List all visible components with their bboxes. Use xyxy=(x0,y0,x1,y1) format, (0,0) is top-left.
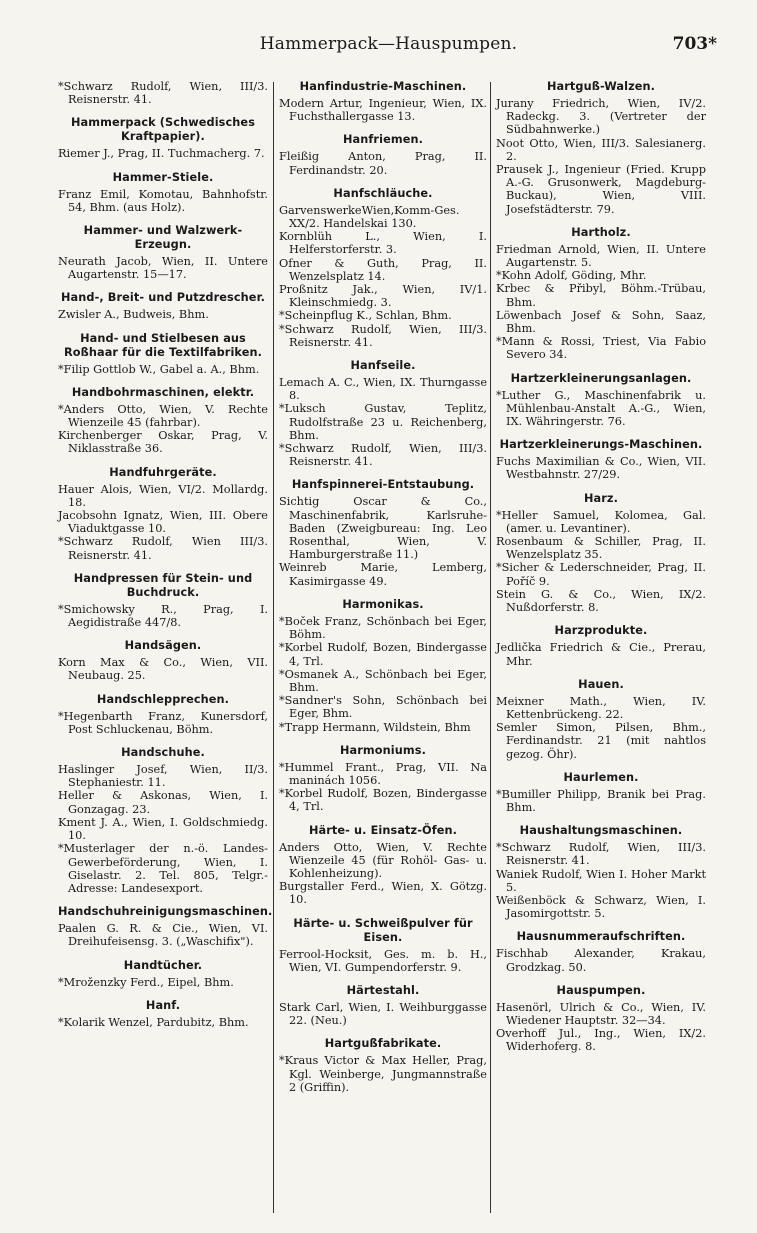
directory-section xyxy=(58,905,273,949)
directory-section xyxy=(496,80,706,216)
directory-section xyxy=(58,291,268,321)
directory-entry: *Luther G., Maschinenfabrik u. Mühlenbau-Anstalt A.-G., Wien, IX. Währingerstr. 76. xyxy=(496,388,706,429)
directory-section xyxy=(496,771,706,814)
directory-entry: *Heller Samuel, Kolomea, Gal. (amer. u. Levantiner). xyxy=(496,508,706,535)
directory-entry: Fuchs Maximilian & Co., Wien, VII. Westbahnstr. 27/29. xyxy=(496,455,706,482)
directory-entry: *Schwarz Rudolf, Wien III/3. Reisnerstr. 41. xyxy=(58,535,268,562)
directory-section xyxy=(279,187,487,349)
directory-entry: Modern Artur, Ingenieur, Wien, IX. Fuchsthallergasse 13. xyxy=(279,97,487,124)
section-heading: Hand- und Stielbesen aus Roßhaar für die Textilfabriken. xyxy=(63,331,263,359)
section-heading: Hand-, Breit- und Putzdrescher. xyxy=(60,291,266,305)
directory-entry: *Smichowsky R., Prag, I. Aegidistraße 447/8. xyxy=(58,602,268,630)
directory-entry: Riemer J., Prag, II. Tuchmacherg. 7. xyxy=(58,147,265,161)
directory-entry: Burgstaller Ferd., Wien, X. Götzg. 10. xyxy=(279,880,487,907)
column-3 xyxy=(496,80,706,1213)
section-heading: Hausnummeraufschriften. xyxy=(516,930,686,944)
directory-entry: *Schwarz Rudolf, Wien, III/3. Reisnerstr. 41. xyxy=(58,80,268,107)
directory-entry: Heller & Askonas, Wien, I. Gonzagag. 23. xyxy=(58,789,268,816)
section-heading: Handpressen für Stein- und Buchdruck. xyxy=(73,571,253,599)
directory-section xyxy=(279,133,487,176)
section-heading: Handfuhrgeräte. xyxy=(109,465,217,479)
directory-entry: Löwenbach Josef & Sohn, Saaz, Bhm. xyxy=(496,308,706,336)
directory-entry: *Sicher & Lederschneider, Prag, II. Poříč 9. xyxy=(496,561,706,588)
directory-section xyxy=(279,1037,487,1094)
directory-entry: Haslinger Josef, Wien, II/3. Stephaniestr. 11. xyxy=(58,763,268,790)
column-1 xyxy=(58,80,273,1213)
directory-section xyxy=(496,438,706,481)
directory-section xyxy=(58,171,268,214)
directory-entry: *Mann & Rossi, Triest, Via Fabio Severo 34. xyxy=(496,335,706,362)
section-heading: Handschuhreinigungsmaschinen. xyxy=(58,905,273,919)
directory-entry: Zwisler A., Budweis, Bhm. xyxy=(58,308,209,322)
section-heading: Hanfspinnerei-Entstaubung. xyxy=(291,478,475,492)
section-heading: Hauspumpen. xyxy=(556,983,646,997)
directory-entry: Kirchenberger Oskar, Prag, V. Niklasstraße 36. xyxy=(58,429,268,456)
directory-entry: Friedman Arnold, Wien, II. Untere Augartenstr. 5. xyxy=(496,242,706,270)
directory-entry: Hauer Alois, Wien, VI/2. Mollardg. 18. xyxy=(58,482,268,509)
directory-entry: Sichtig Oscar & Co., Maschinenfabrik, Karlsruhe-Baden (Zweigbureau: Ing. Leo Rosenthal, Wien, V. Hamburgerstraße 11.) xyxy=(279,495,487,562)
section-heading: Hartholz. xyxy=(571,225,631,239)
page-title: Hammerpack—Hauspumpen. xyxy=(259,34,518,54)
directory-entry: Franz Emil, Komotau, Bahnhofstr. 54, Bhm. (aus Holz). xyxy=(58,187,268,214)
directory-section xyxy=(58,959,268,989)
directory-entry: *Hummel Frant., Prag, VII. Na maninách 1056. xyxy=(279,760,487,787)
directory-section xyxy=(279,917,487,974)
column-divider xyxy=(490,82,491,1213)
directory-entry: Fischhab Alexander, Krakau, Grodzkag. 50. xyxy=(496,947,706,974)
section-heading: Hanf. xyxy=(145,998,181,1012)
directory-entry: Waniek Rudolf, Wien I. Hoher Markt 5. xyxy=(496,867,706,894)
page-header xyxy=(60,30,717,56)
directory-section xyxy=(58,224,268,281)
section-heading: Handsägen. xyxy=(124,639,202,653)
directory-entry: Semler Simon, Pilsen, Bhm., Ferdinandstr. 21 (mit nahtlos gezog. Öhr). xyxy=(496,721,706,761)
directory-entry: Lemach A. C., Wien, IX. Thurngasse 8. xyxy=(279,376,487,403)
section-heading: Härtestahl. xyxy=(346,983,420,997)
directory-entry: *Boček Franz, Schönbach bei Eger, Böhm. xyxy=(279,614,487,642)
directory-entry: Prausek J., Ingenieur (Fried. Krupp A.-G. Grusonwerk, Magdeburg-Buckau), Wien, VIII. Josefstädterstr. 79. xyxy=(496,163,706,216)
directory-section xyxy=(58,386,268,456)
section-heading: Hammer-Stiele. xyxy=(112,170,214,184)
page-number: 703* xyxy=(672,34,717,54)
section-heading: Hartguß-Walzen. xyxy=(546,80,656,93)
directory-entry: Stark Carl, Wien, I. Weihburggasse 22. (Neu.) xyxy=(279,1000,487,1028)
directory-entry: *Filip Gottlob W., Gabel a. A., Bhm. xyxy=(58,362,260,376)
section-heading: Hartgußfabrikate. xyxy=(324,1037,442,1051)
directory-entry: *Mroženzky Ferd., Eipel, Bhm. xyxy=(58,975,234,989)
section-heading: Harmoniums. xyxy=(339,743,427,757)
directory-entry: *Trapp Hermann, Wildstein, Bhm xyxy=(279,720,471,734)
directory-section xyxy=(279,598,487,734)
section-heading: Hammer- und Walzwerk-Erzeugn. xyxy=(83,224,243,252)
directory-entry: Jurany Friedrich, Wien, IV/2. Radeckg. 3. (Vertreter der Südbahnwerke.) xyxy=(496,97,706,137)
directory-entry: Meixner Math., Wien, IV. Kettenbrückeng. 22. xyxy=(496,694,706,721)
directory-entry: Ofner & Guth, Prag, II. Wenzelsplatz 14. xyxy=(279,256,487,283)
directory-section xyxy=(496,492,706,615)
section-heading: Härte- u. Schweißpulver für Eisen. xyxy=(293,916,473,944)
directory-entry: Ferrool-Hocksit, Ges. m. b. H., Wien, VI. Gumpendorferstr. 9. xyxy=(279,947,487,974)
section-heading: Härte- u. Einsatz-Öfen. xyxy=(308,823,458,837)
directory-section xyxy=(279,478,487,587)
directory-entry: *Kraus Victor & Max Heller, Prag, Kgl. Weinberge, Jungmannstraße 2 (Griffin). xyxy=(279,1054,487,1094)
directory-section xyxy=(279,359,487,468)
directory-entry: Noot Otto, Wien, III/3. Salesianerg. 2. xyxy=(496,136,706,163)
directory-entry: Jacobsohn Ignatz, Wien, III. Obere Viaduktgasse 10. xyxy=(58,509,268,536)
section-heading: Hauen. xyxy=(578,677,624,691)
section-heading: Hanfschläuche. xyxy=(333,186,433,200)
directory-entry: Paalen G. R. & Cie., Wien, VI. Dreihufeisensg. 3. („Waschifix"). xyxy=(58,922,268,949)
section-heading: Haushaltungsmaschinen. xyxy=(519,824,683,838)
directory-entry: GarvenswerkeWien,Komm-Ges. XX/2. Handelskai 130. xyxy=(279,203,460,231)
directory-entry: Overhoff Jul., Ing., Wien, IX/2. Widerhoferg. 8. xyxy=(496,1027,706,1054)
directory-entry: *Korbel Rudolf, Bozen, Bindergasse 4, Trl. xyxy=(279,641,487,668)
directory-entry: Weinreb Marie, Lemberg, Kasimirgasse 49. xyxy=(279,561,487,588)
directory-entry: *Kohn Adolf, Göding, Mhr. xyxy=(496,269,647,283)
section-heading: Hanfindustrie-Maschinen. xyxy=(299,80,467,93)
column-2 xyxy=(279,80,487,1213)
directory-section xyxy=(58,693,268,736)
section-heading: Handschuhe. xyxy=(121,746,205,760)
directory-entry: Kornblüh L., Wien, I. Helferstorferstr. 3. xyxy=(279,230,487,257)
directory-section xyxy=(58,332,268,376)
directory-section xyxy=(58,466,268,562)
directory-entry: *Korbel Rudolf, Bozen, Bindergasse 4, Trl. xyxy=(279,787,487,814)
section-heading: Hanfriemen. xyxy=(342,133,423,147)
directory-section xyxy=(279,80,487,123)
directory-section xyxy=(496,984,706,1054)
directory-entry: Rosenbaum & Schiller, Prag, II. Wenzelsplatz 35. xyxy=(496,535,706,562)
directory-entry: Jedlička Friedrich & Cie., Prerau, Mhr. xyxy=(496,641,706,668)
directory-section xyxy=(496,226,706,362)
section-heading: Harz. xyxy=(583,491,618,505)
directory-entry: Kment J. A., Wien, I. Goldschmiedg. 10. xyxy=(58,815,268,843)
directory-entry: *Kolarik Wenzel, Pardubitz, Bhm. xyxy=(58,1015,249,1029)
directory-section xyxy=(496,824,706,920)
directory-entry: Anders Otto, Wien, V. Rechte Wienzeile 45 (für Rohöl- Gas- u. Kohlenheizung). xyxy=(279,840,487,880)
section-heading: Haurlemen. xyxy=(563,770,639,784)
directory-entry: Krbec & Přibyl, Böhm.-Trübau, Bhm. xyxy=(496,282,706,309)
directory-section xyxy=(496,930,706,973)
section-heading: Hartzerkleinerungs-Maschinen. xyxy=(499,438,703,452)
section-heading: Harmonikas. xyxy=(342,597,424,611)
directory-entry: Stein G. & Co., Wien, IX/2. Nußdorferstr. 8. xyxy=(496,587,706,615)
directory-section xyxy=(496,372,706,429)
directory-section xyxy=(496,624,706,667)
directory-entry: *Anders Otto, Wien, V. Rechte Wienzeile 45 (fahrbar). xyxy=(58,402,268,430)
directory-entry: *Schwarz Rudolf, Wien, III/3. Reisnerstr. 41. xyxy=(279,442,487,469)
section-heading: Handtücher. xyxy=(123,958,203,972)
directory-entry: *Bumiller Philipp, Branik bei Prag. Bhm. xyxy=(496,787,706,814)
directory-entry: *Luksch Gustav, Teplitz, Rudolfstraße 23 u. Reichenberg, Bhm. xyxy=(279,402,487,442)
directory-entry: *Sandner's Sohn, Schönbach bei Eger, Bhm. xyxy=(279,694,487,721)
section-heading: Harzprodukte. xyxy=(554,624,648,638)
section-heading: Handschlepprechen. xyxy=(96,692,230,706)
directory-section xyxy=(58,116,268,160)
directory-entry: Weißenböck & Schwarz, Wien, I. Jasomirgottstr. 5. xyxy=(496,893,706,921)
section-heading: Hammerpack (Schwedisches Kraftpapier). xyxy=(70,116,256,144)
section-heading: Hanfseile. xyxy=(350,359,416,373)
directory-section xyxy=(58,572,268,629)
directory-section xyxy=(279,824,487,907)
directory-section xyxy=(279,744,487,814)
directory-entry: Fleißig Anton, Prag, II. Ferdinandstr. 20. xyxy=(279,150,487,177)
column-divider xyxy=(273,82,274,1213)
directory-section xyxy=(58,746,268,895)
directory-entry: Proßnitz Jak., Wien, IV/1. Kleinschmiedg. 3. xyxy=(279,283,487,310)
directory-entry: *Osmanek A., Schönbach bei Eger, Bhm. xyxy=(279,667,487,694)
directory-entry: *Schwarz Rudolf, Wien, III/3. Reisnerstr. 41. xyxy=(279,322,487,349)
directory-section xyxy=(58,999,268,1029)
directory-section xyxy=(58,80,268,106)
directory-entry: *Scheinpflug K., Schlan, Bhm. xyxy=(279,309,452,323)
directory-entry: *Schwarz Rudolf, Wien, III/3. Reisnerstr. 41. xyxy=(496,841,706,868)
section-heading: Hartzerkleinerungsanlagen. xyxy=(510,371,692,385)
directory-section xyxy=(58,639,268,682)
section-heading: Handbohrmaschinen, elektr. xyxy=(71,385,255,399)
directory-section xyxy=(496,678,706,761)
directory-entry: Hasenörl, Ulrich & Co., Wien, IV. Wiedener Hauptstr. 32—34. xyxy=(496,1000,706,1027)
directory-entry: Korn Max & Co., Wien, VII. Neubaug. 25. xyxy=(58,656,268,683)
directory-entry: *Hegenbarth Franz, Kunersdorf, Post Schluckenau, Böhm. xyxy=(58,709,268,736)
directory-section xyxy=(279,984,487,1027)
directory-entry: Neurath Jacob, Wien, II. Untere Augartenstr. 15—17. xyxy=(58,255,268,282)
directory-entry: *Musterlager der n.-ö. Landes-Gewerbeförderung, Wien, I. Giselastr. 2. Tel. 805, Telgr.-Adresse: Landesexport. xyxy=(58,842,268,895)
